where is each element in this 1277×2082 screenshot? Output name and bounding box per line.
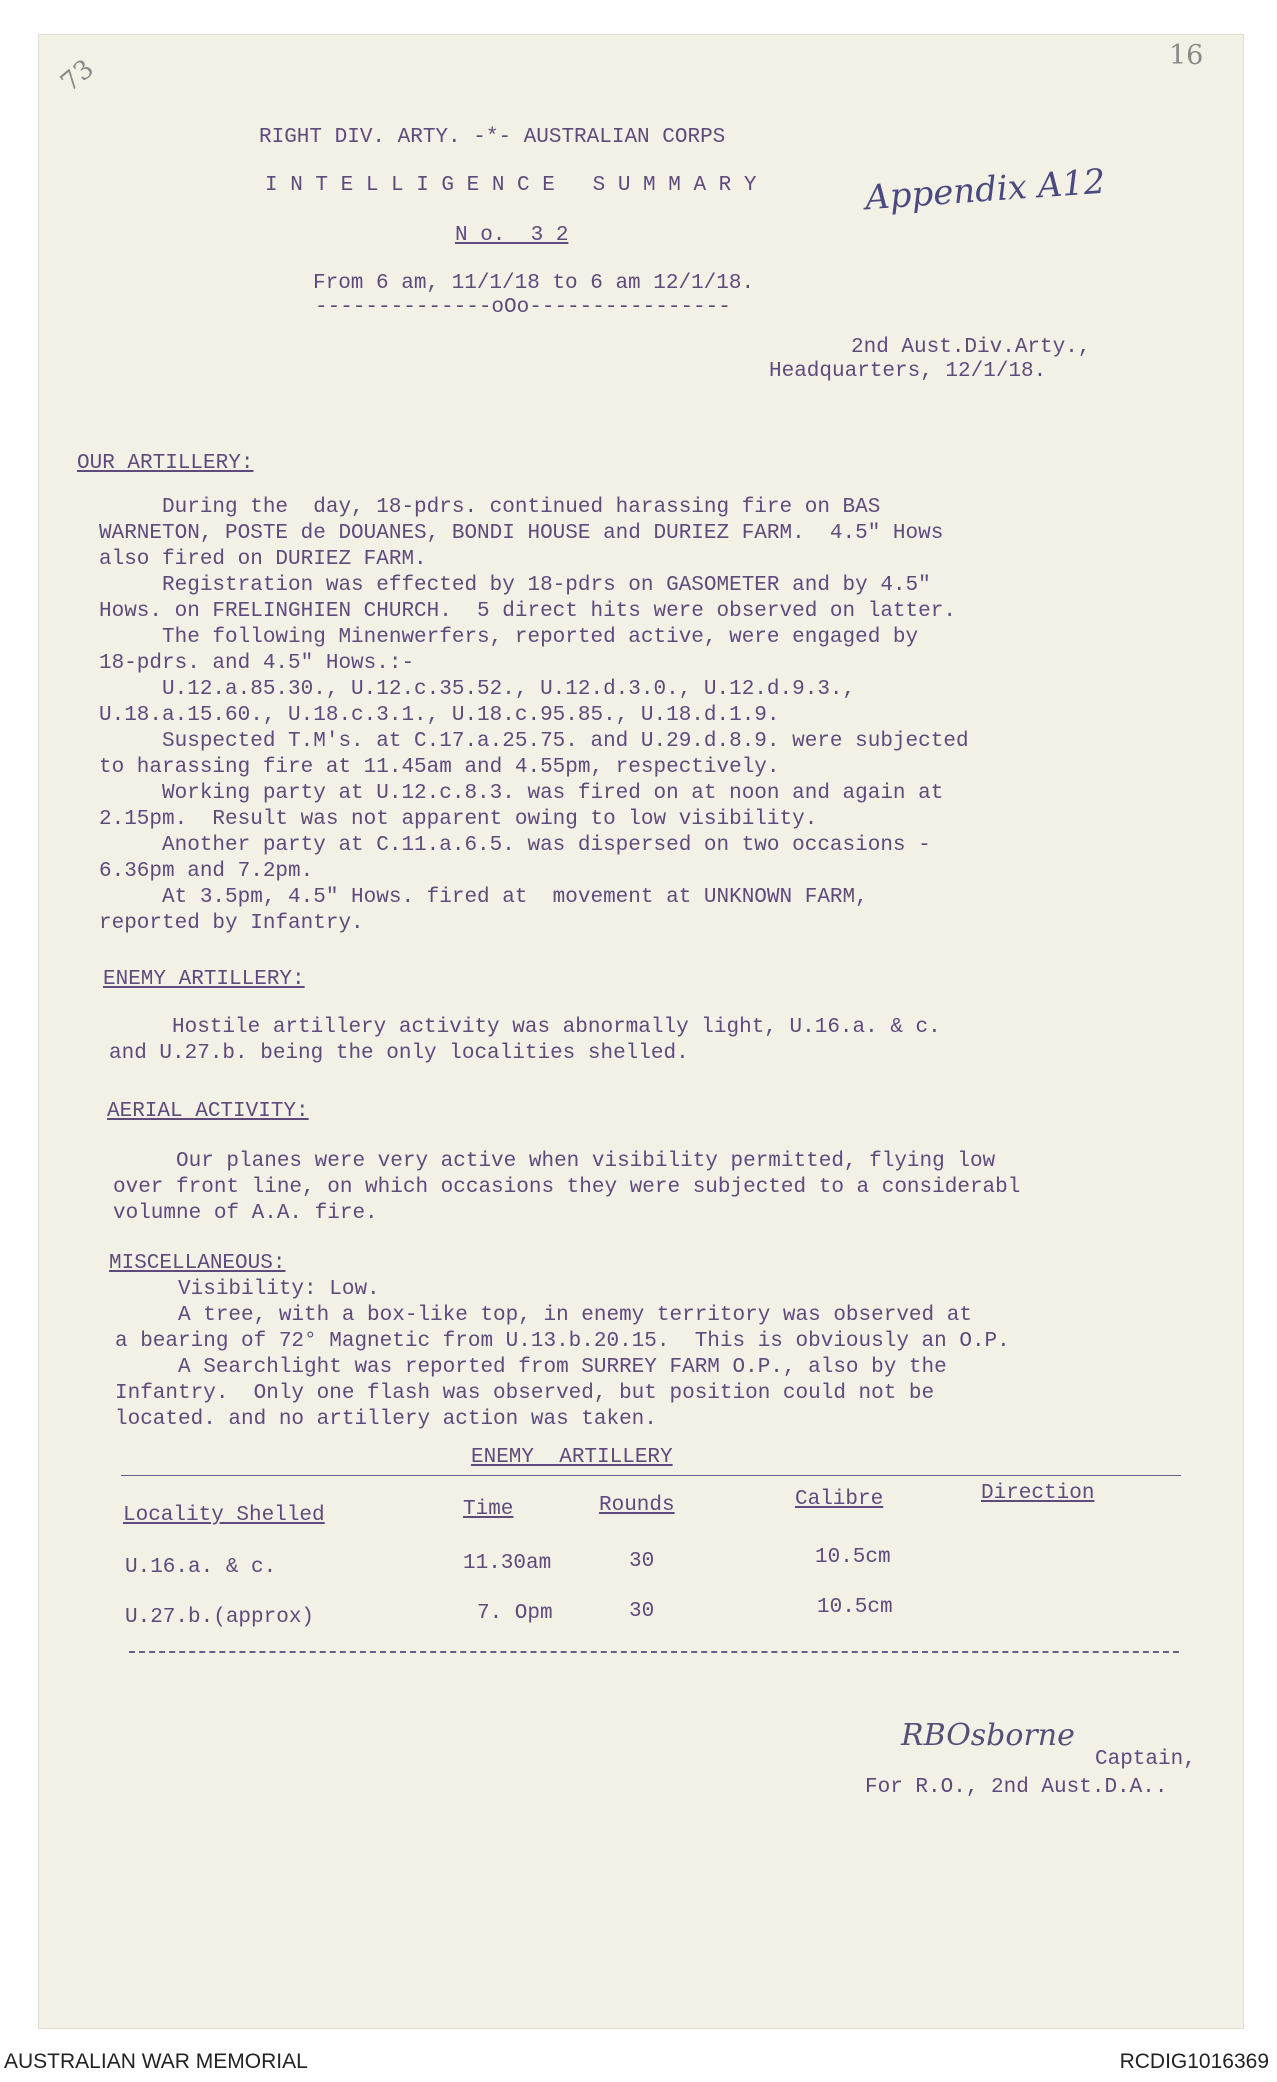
appendix-note: Appendix A12 <box>863 161 1107 219</box>
footer-record-id: RCDIG1016369 <box>1119 2050 1269 2073</box>
cell-rounds: 30 <box>629 1550 655 1573</box>
text-line: to harassing fire at 11.45am and 4.55pm, respectively. <box>99 756 780 779</box>
unit-line: RIGHT DIV. ARTY. -*- AUSTRALIAN CORPS <box>259 126 726 149</box>
table-header-time: Time <box>463 1498 514 1521</box>
summary-number: N o. 3 2 <box>455 224 569 247</box>
signature: RBOsborne <box>901 1718 1075 1753</box>
cell-locality: U.16.a. & c. <box>125 1556 277 1579</box>
document-page <box>38 34 1244 2029</box>
text-line: The following Minenwerfers, reported active, were engaged by <box>99 626 919 649</box>
table-header-locality: Locality Shelled <box>123 1504 325 1527</box>
enemy-artillery-heading: ENEMY ARTILLERY: <box>103 968 305 991</box>
text-line: A tree, with a box-like top, in enemy territory was observed at <box>115 1304 972 1327</box>
text-line: Hows. on FRELINGHIEN CHURCH. 5 direct hits were observed on latter. <box>99 600 956 623</box>
text-line: volumne of A.A. fire. <box>113 1202 378 1225</box>
table-bottom-rule <box>129 1651 1179 1653</box>
enemy-artillery-body <box>109 1015 941 1067</box>
aerial-activity-body <box>113 1149 1020 1227</box>
text-line: reported by Infantry. <box>99 912 364 935</box>
signature-rank: Captain, <box>1095 1748 1196 1771</box>
text-line: U.12.a.85.30., U.12.c.35.52., U.12.d.3.0., U.12.d.9.3., <box>99 678 856 701</box>
text-line: During the day, 18-pdrs. continued harassing fire on BAS <box>99 496 881 519</box>
table-header-direction: Direction <box>981 1482 1095 1505</box>
text-line: Hostile artillery activity was abnormally light, U.16.a. & c. <box>109 1016 941 1039</box>
page-number: 16 <box>1169 40 1204 71</box>
text-line: and U.27.b. being the only localities shelled. <box>109 1042 689 1065</box>
cell-calibre: 10.5cm <box>817 1596 893 1619</box>
cell-locality: U.27.b.(approx) <box>125 1606 315 1629</box>
text-line: At 3.5pm, 4.5" Hows. fired at movement at UNKNOWN FARM, <box>99 886 868 909</box>
text-line: Infantry. Only one flash was observed, but position could not be <box>115 1382 935 1405</box>
origin-line: 2nd Aust.Div.Arty., <box>851 336 1091 359</box>
text-line: Our planes were very active when visibility permitted, flying low <box>113 1150 996 1173</box>
footer-institution: AUSTRALIAN WAR MEMORIAL <box>4 2050 308 2073</box>
text-line: Working party at U.12.c.8.3. was fired on at noon and again at <box>99 782 944 805</box>
text-line: also fired on DURIEZ FARM. <box>99 548 427 571</box>
table-header-calibre: Calibre <box>795 1488 884 1511</box>
cell-calibre: 10.5cm <box>815 1546 891 1569</box>
text-line: Another party at C.11.a.6.5. was dispersed on two occasions - <box>99 834 931 857</box>
aerial-activity-heading: AERIAL ACTIVITY: <box>107 1100 309 1123</box>
text-line: Visibility: Low. <box>115 1278 380 1301</box>
text-line: Suspected T.M's. at C.17.a.25.75. and U.29.d.8.9. were subjected <box>99 730 969 753</box>
cell-time: 7. Opm <box>477 1602 553 1625</box>
cell-rounds: 30 <box>629 1600 655 1623</box>
summary-title: I N T E L L I G E N C E S U M M A R Y <box>265 174 757 197</box>
hq-date: Headquarters, 12/1/18. <box>769 360 1047 383</box>
text-line: WARNETON, POSTE de DOUANES, BONDI HOUSE and DURIEZ FARM. 4.5" Hows <box>99 522 944 545</box>
our-artillery-heading: OUR ARTILLERY: <box>77 452 254 475</box>
cell-time: 11.30am <box>463 1552 552 1575</box>
divider: --------------oOo---------------- <box>315 296 731 319</box>
table-top-rule <box>121 1475 1181 1476</box>
table-header-rounds: Rounds <box>599 1494 675 1517</box>
table-title: ENEMY ARTILLERY <box>471 1446 673 1469</box>
text-line: 18-pdrs. and 4.5" Hows.:- <box>99 652 415 675</box>
miscellaneous-heading: MISCELLANEOUS: <box>109 1252 286 1275</box>
text-line: 6.36pm and 7.2pm. <box>99 860 314 883</box>
our-artillery-body <box>99 495 969 937</box>
text-line: over front line, on which occasions they were subjected to a considerabl <box>113 1176 1021 1199</box>
text-line: U.18.a.15.60., U.18.c.3.1., U.18.c.95.85., U.18.d.1.9. <box>99 704 780 727</box>
pencil-mark: 73 <box>55 53 100 99</box>
miscellaneous-body <box>115 1277 1010 1433</box>
period-line: From 6 am, 11/1/18 to 6 am 12/1/18. <box>313 272 755 295</box>
text-line: Registration was effected by 18-pdrs on GASOMETER and by 4.5" <box>99 574 931 597</box>
text-line: located. and no artillery action was taken. <box>115 1408 657 1431</box>
signature-for-line: For R.O., 2nd Aust.D.A.. <box>865 1776 1168 1799</box>
text-line: 2.15pm. Result was not apparent owing to low visibility. <box>99 808 818 831</box>
text-line: A Searchlight was reported from SURREY FARM O.P., also by the <box>115 1356 947 1379</box>
text-line: a bearing of 72° Magnetic from U.13.b.20.15. This is obviously an O.P. <box>115 1330 1010 1353</box>
